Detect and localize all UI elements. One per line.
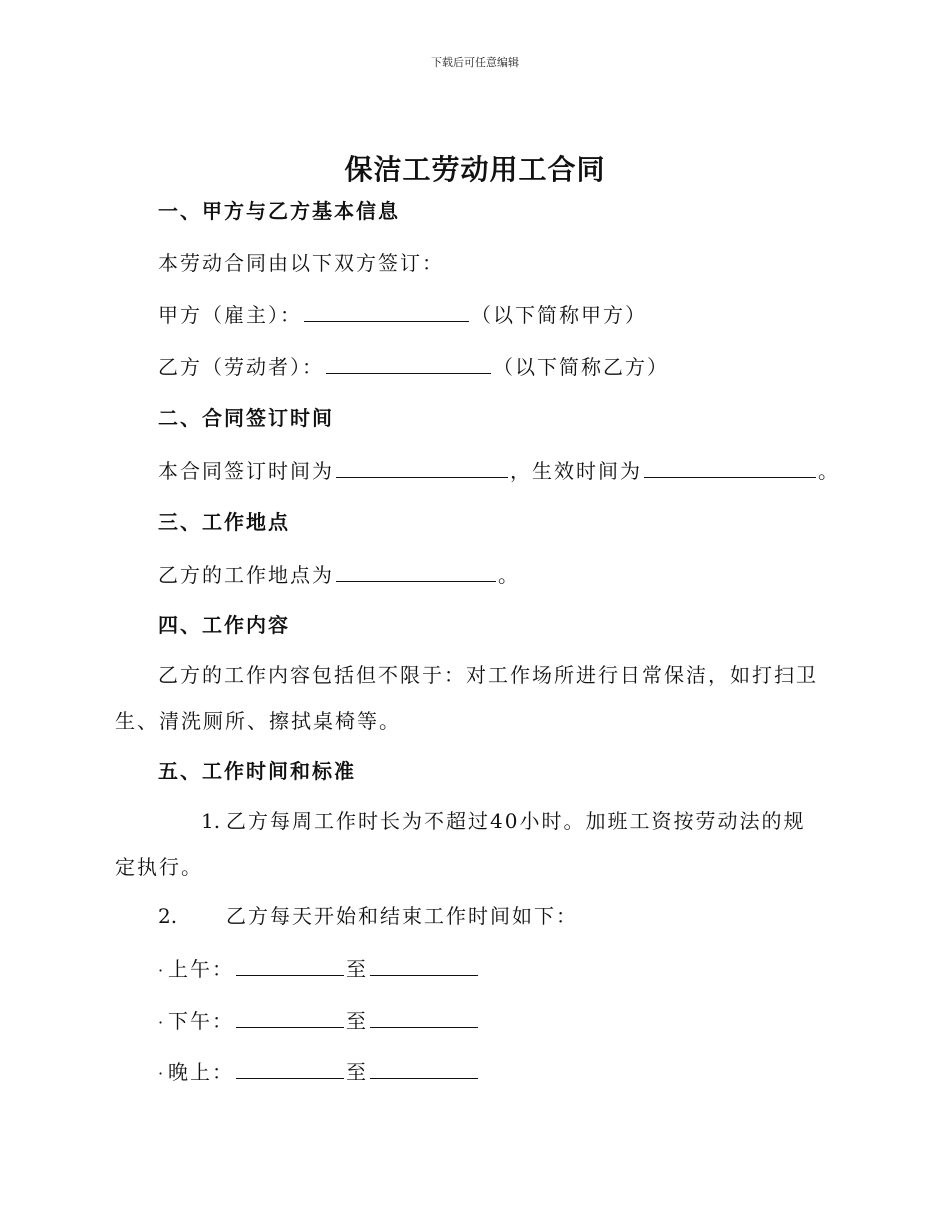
schedule-morning <box>158 955 480 984</box>
schedule-morning-label: 上午： <box>168 957 234 981</box>
bullet-icon: · <box>158 1064 166 1083</box>
work-location-line <box>158 561 520 588</box>
morning-end-blank <box>370 955 478 976</box>
bullet-icon: · <box>158 961 166 980</box>
item-2-text: 乙方每天开始和结束工作时间如下： <box>226 904 578 928</box>
afternoon-end-blank <box>370 1007 478 1028</box>
signing-time-middle: ，生效时间为 <box>510 459 642 483</box>
work-content-paragraph: 乙方的工作内容包括但不限于：对工作场所进行日常保洁，如打扫卫生、清洗厕所、擦拭桌椅等。 <box>115 663 818 733</box>
section-1-intro: 本劳动合同由以下双方签订： <box>158 251 444 275</box>
section-3-heading: 三、工作地点 <box>158 510 290 534</box>
schedule-afternoon-to: 至 <box>346 1009 368 1033</box>
party-b-label: 乙方（劳动者）： <box>158 355 324 379</box>
signing-time-line <box>158 457 840 484</box>
party-a-label: 甲方（雇主）： <box>158 303 302 327</box>
signing-time-prefix: 本合同签订时间为 <box>158 459 334 483</box>
schedule-afternoon-label: 下午： <box>168 1009 234 1033</box>
header-note: 下载后可任意编辑 <box>431 56 519 69</box>
evening-end-blank <box>370 1058 478 1079</box>
party-b-line <box>158 353 669 380</box>
party-b-blank <box>326 353 491 374</box>
signing-date-blank <box>336 457 508 478</box>
party-a-line <box>158 301 647 328</box>
party-b-suffix: （以下简称乙方） <box>493 355 669 379</box>
effective-date-blank <box>644 457 816 478</box>
work-hours-item-2 <box>158 903 578 929</box>
afternoon-start-blank <box>236 1007 344 1028</box>
schedule-evening-label: 晚上： <box>168 1060 234 1084</box>
section-1-heading: 一、甲方与乙方基本信息 <box>158 199 400 223</box>
bullet-icon: · <box>158 1013 166 1032</box>
section-2-heading: 二、合同签订时间 <box>158 406 334 430</box>
party-a-suffix: （以下简称甲方） <box>471 303 647 327</box>
item-1-text: 乙方每周工作时长为不超过40小时。加班工资按劳动法的规定执行。 <box>115 809 806 879</box>
schedule-evening <box>158 1058 480 1087</box>
work-location-blank <box>336 561 496 582</box>
section-4-heading: 四、工作内容 <box>158 613 290 637</box>
schedule-afternoon <box>158 1007 480 1036</box>
work-hours-item-1 <box>115 798 820 890</box>
schedule-evening-to: 至 <box>346 1060 368 1084</box>
work-location-prefix: 乙方的工作地点为 <box>158 563 334 587</box>
evening-start-blank <box>236 1058 344 1079</box>
morning-start-blank <box>236 955 344 976</box>
section-5-heading: 五、工作时间和标准 <box>158 759 356 783</box>
work-location-end: 。 <box>498 563 520 587</box>
schedule-morning-to: 至 <box>346 957 368 981</box>
item-2-number: 2. <box>158 904 178 928</box>
item-1-number: 1. <box>201 809 221 833</box>
signing-time-end: 。 <box>818 459 840 483</box>
document-title: 保洁工劳动用工合同 <box>344 153 606 186</box>
party-a-blank <box>304 301 469 322</box>
